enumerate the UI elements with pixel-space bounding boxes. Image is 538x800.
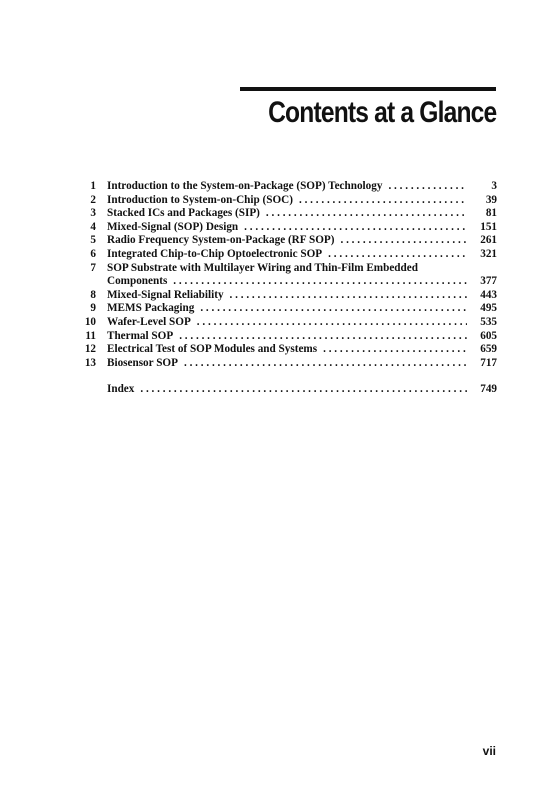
- leader-dots: [299, 194, 467, 208]
- page-number: 39: [485, 193, 497, 206]
- chapter-number: 11: [85, 329, 96, 342]
- chapter-number: 13: [84, 356, 96, 369]
- chapter-number: 10: [84, 315, 96, 328]
- toc-entry-13[interactable]: [70, 357, 497, 371]
- page-number: 535: [480, 315, 497, 328]
- chapter-title: Mixed-Signal Reliability: [107, 288, 224, 301]
- toc-entry-4[interactable]: [70, 221, 497, 235]
- leader-dots: [328, 248, 467, 262]
- chapter-number: 2: [90, 193, 96, 206]
- leader-dots: [266, 207, 467, 221]
- chapter-title: Thermal SOP: [107, 329, 174, 342]
- folio-page-number: vii: [482, 744, 496, 758]
- page-number: 605: [480, 329, 497, 342]
- toc-entry-3[interactable]: [70, 207, 497, 221]
- page-number: 3: [491, 180, 497, 192]
- toc-entry-10[interactable]: [70, 316, 497, 330]
- leader-dots: [173, 275, 467, 289]
- chapter-title: Mixed-Signal (SOP) Design: [107, 220, 239, 233]
- index-title: Index: [107, 383, 135, 396]
- page-number: 749: [480, 383, 497, 396]
- page-number: 261: [480, 234, 497, 247]
- chapter-number: 9: [90, 302, 96, 315]
- chapter-title-continued: Components: [107, 275, 168, 288]
- leader-dots: [179, 330, 467, 344]
- chapter-number: 7: [90, 261, 96, 274]
- title-rule: [240, 87, 496, 91]
- toc-entry-11[interactable]: [70, 330, 497, 344]
- page-number: 443: [480, 288, 497, 301]
- chapter-number: 4: [90, 220, 96, 233]
- leader-dots: [340, 234, 467, 248]
- toc-entry-8[interactable]: [70, 289, 497, 303]
- chapter-title: Introduction to the System-on-Package (SOP) Technology: [107, 180, 383, 192]
- toc-entry-9[interactable]: [70, 302, 497, 316]
- table-of-contents: [70, 180, 497, 397]
- chapter-number: 12: [84, 343, 96, 356]
- page-number: 495: [480, 302, 497, 315]
- toc-entry-2[interactable]: [70, 194, 497, 208]
- chapter-number: 8: [90, 288, 96, 301]
- chapter-title: Wafer-Level SOP: [107, 315, 191, 328]
- chapter-title: Radio Frequency System-on-Package (RF SOP): [107, 234, 335, 247]
- page-number: 377: [480, 275, 497, 288]
- leader-dots: [230, 289, 467, 303]
- chapter-title: MEMS Packaging: [107, 302, 195, 315]
- toc-entry-7[interactable]: [70, 262, 497, 276]
- chapter-number: 1: [90, 180, 96, 192]
- chapter-title: SOP Substrate with Multilayer Wiring and Thin-Film Embedded: [107, 261, 418, 274]
- toc-entry-6[interactable]: [70, 248, 497, 262]
- page-number: 81: [485, 207, 497, 220]
- toc-entry-1[interactable]: [70, 180, 497, 194]
- page-number: 717: [480, 356, 497, 369]
- leader-dots: [244, 221, 467, 235]
- toc-entry-7-continued[interactable]: [70, 275, 497, 289]
- chapter-number: 3: [90, 207, 96, 220]
- page-number: 321: [480, 247, 497, 260]
- leader-dots: [197, 316, 467, 330]
- page-number: 659: [480, 343, 497, 356]
- chapter-title: Stacked ICs and Packages (SIP): [107, 207, 260, 220]
- toc-entry-12[interactable]: [70, 343, 497, 357]
- page-title: Contents at a Glance: [267, 96, 496, 129]
- page-number: 151: [480, 220, 497, 233]
- leader-dots: [388, 180, 467, 194]
- chapter-title: Biosensor SOP: [107, 356, 178, 369]
- leader-dots: [184, 357, 467, 371]
- chapter-number: 6: [90, 247, 96, 260]
- toc-entry-index[interactable]: [70, 383, 497, 397]
- chapter-title: Introduction to System-on-Chip (SOC): [107, 193, 293, 206]
- leader-dots: [323, 343, 467, 357]
- chapter-title: Integrated Chip-to-Chip Optoelectronic SOP: [107, 247, 323, 260]
- chapter-number: 5: [90, 234, 96, 247]
- toc-entry-5[interactable]: [70, 234, 497, 248]
- leader-dots: [140, 383, 467, 397]
- leader-dots: [200, 302, 467, 316]
- chapter-title: Electrical Test of SOP Modules and Systems: [107, 343, 318, 356]
